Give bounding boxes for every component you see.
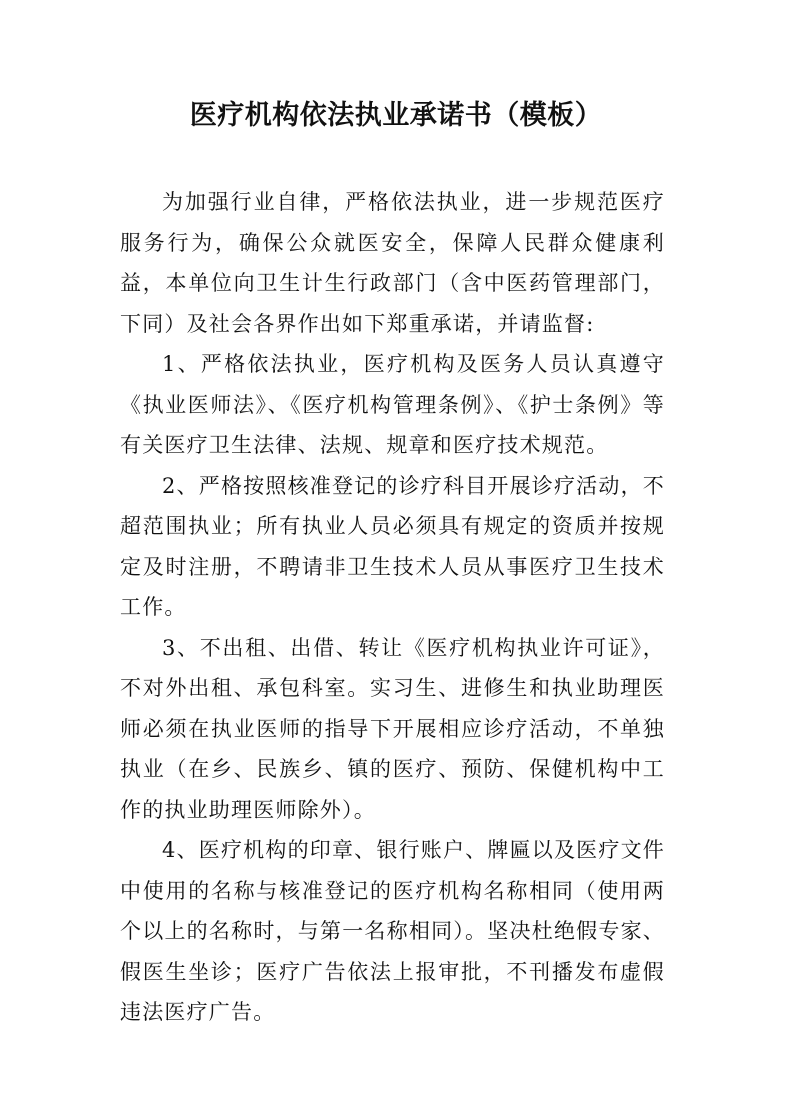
paragraph-item-4: 4、医疗机构的印章、银行账户、牌匾以及医疗文件中使用的名称与核准登记的医疗机构名称相同（使用两个以上的名称时，与第一名称相同）。坚决杜绝假专家、假医生坐诊；医疗广告依法上报审批，不刊播发布虚假违法医疗广告。 bbox=[120, 838, 665, 1024]
document-title: 医疗机构依法执业承诺书（模板） bbox=[189, 100, 603, 131]
paragraph-intro: 为加强行业自律，严格依法执业，进一步规范医疗服务行为，确保公众就医安全，保障人民群众健康利益，本单位向卫生计生行政部门（含中医药管理部门，下同）及社会各界作出如下郑重承诺，并请监督: bbox=[120, 190, 665, 336]
document-body bbox=[120, 182, 665, 1033]
paragraph-item-2: 2、严格按照核准登记的诊疗科目开展诊疗活动，不超范围执业；所有执业人员必须具有规定的资质并按规定及时注册，不聘请非卫生技术人员从事医疗卫生技术工作。 bbox=[120, 473, 665, 619]
paragraph-item-3: 3、不出租、出借、转让《医疗机构执业许可证》，不对外出租、承包科室。实习生、进修生和执业助理医师必须在执业医师的指导下开展相应诊疗活动，不单独执业（在乡、民族乡、镇的医疗、预防、保健机构中工作的执业助理医师除外）。 bbox=[120, 635, 665, 822]
paragraph-item-1: 1、严格依法执业，医疗机构及医务人员认真遵守《执业医师法》、《医疗机构管理条例》、《护士条例》等有关医疗卫生法律、法规、规章和医疗技术规范。 bbox=[120, 352, 665, 457]
